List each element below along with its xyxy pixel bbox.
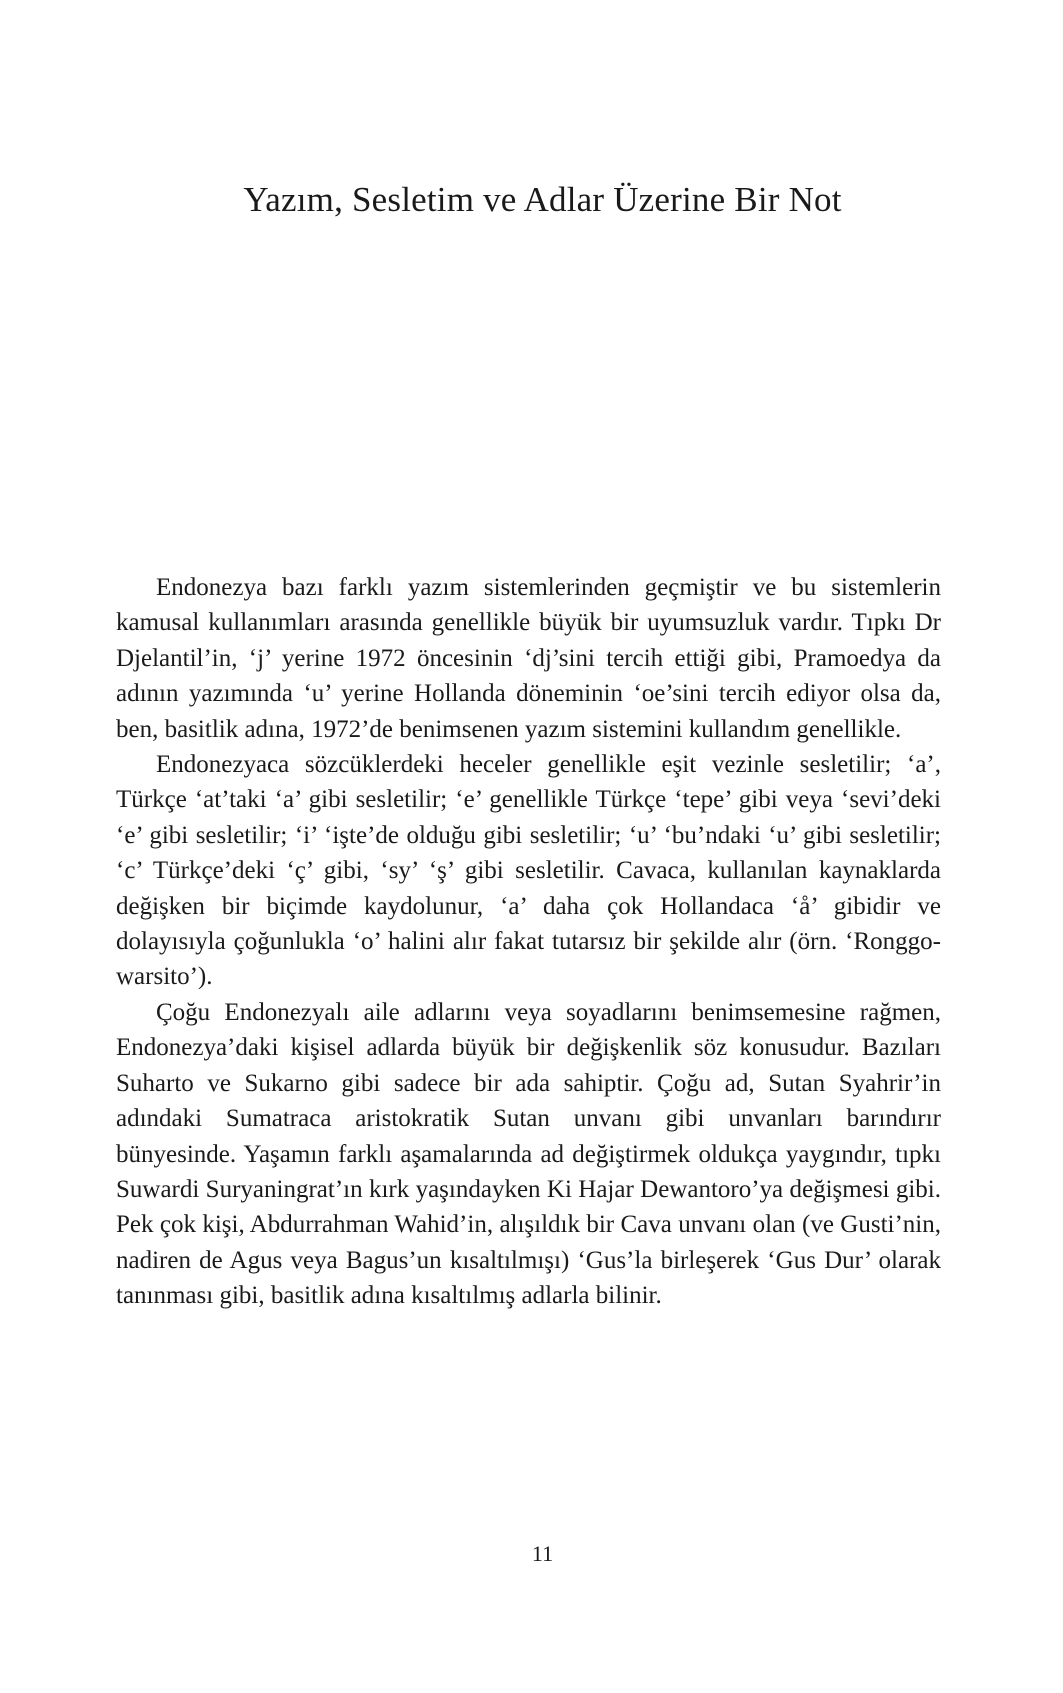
paragraph-orthography: Endonezya bazı farklı yazım sistemlerinden geçmiştir ve bu sistemlerin kamusal kullanımları arasında genellikle büyük bir uyumsuzluk vardır. Tıpkı Dr Djelantil’in, ‘j’ yerine 1972 öncesinin ‘dj’sini tercih ettiği gibi, Pramoedya da adının yazımında ‘u’ yerine Hollanda döneminin ‘oe’sini tercih ediyor olsa da, ben, basitlik adına, 1972’de benimsenen yazım sistemini kullandım genellikle. — [116, 574, 941, 743]
chapter-title: Yazım, Sesletim ve Adlar Üzerine Bir Not — [243, 180, 842, 219]
page-number: 11 — [531, 1541, 554, 1566]
body-text — [116, 570, 941, 1314]
paragraph-pronunciation: Endonezyaca sözcüklerdeki heceler genellikle eşit vezinle sesletilir; ‘a’, Türkçe ‘at’taki ‘a’ gibi sesletilir; ‘e’ genellikle Türkçe ‘tepe’ gibi veya ‘sevi’deki ‘e’ gibi sesletilir; ‘i’ ‘işte’de olduğu gibi sesletilir; ‘u’ ‘bu’ndaki ‘u’ gibi sesletilir; ‘c’ Türkçe’deki ‘ç’ gibi, ‘sy’ ‘ş’ gibi sesletilir. Cavaca, kullanılan kaynaklarda değişken bir biçimde kaydolunur, ‘a’ daha çok Hollandaca ‘å’ gibidir ve dolayısıyla çoğunlukla ‘o’ halini alır fakat tutarsız bir şekilde alır (örn. ‘Ronggowarsito’). — [116, 751, 941, 991]
paragraph-names: Çoğu Endonezyalı aile adlarını veya soyadlarını benimsemesine rağmen, Endonezya’daki kişisel adlarda büyük bir değişkenlik söz konusudur. Bazıları Suharto ve Sukarno gibi sadece bir ada sahiptir. Çoğu ad, Sutan Syahrir’in adındaki Sumatraca aristokratik Sutan unvanı gibi unvanları barındırır bünyesinde. Yaşamın farklı aşamalarında ad değiştirmek oldukça yaygındır, tıpkı Suwardi Suryaningrat’ın kırk yaşındayken Ki Hajar Dewantoro’ya değişmesi gibi. Pek çok kişi, Abdurrahman Wahid’in, alışıldık bir Cava unvanı olan (ve Gusti’nin, nadiren de Agus veya Bagus’un kısaltılmışı) ‘Gus’la birleşerek ‘Gus Dur’ olarak tanınması gibi, basitlik adına kısaltılmış adlarla bilinir. — [116, 998, 941, 1310]
